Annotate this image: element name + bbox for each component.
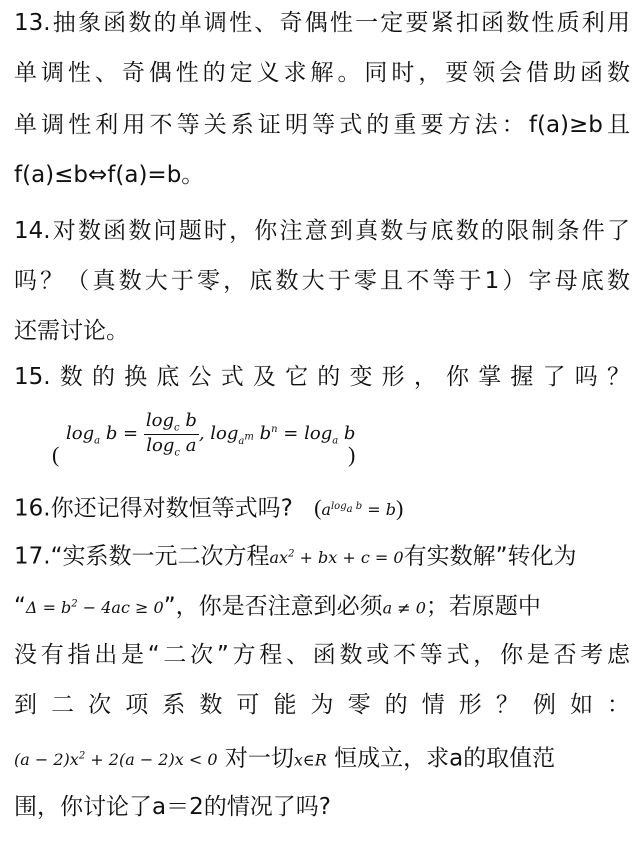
item-17-text-d: ；若原题中 [425, 593, 541, 620]
formula-paren-open: ( [52, 442, 60, 467]
item-17-text-b: 有实数解”转化为 [403, 543, 577, 570]
item-17-quote-open: “ [14, 593, 26, 620]
item-14-line-2: 吗？（真数大于零，底数大于零且不等于1）字母底数 [14, 268, 630, 294]
example-inequality: $(a - 2)x^2 + 2(a - 2)x < 0$ [14, 750, 218, 770]
log-identity-formula: $a^{log_a b} = b$ [321, 500, 396, 520]
item-17-line-5 [14, 742, 630, 775]
formula-paren-close: ) [348, 442, 356, 467]
item-13-line-1: 13.抽象函数的单调性、奇偶性一定要紧扣函数性质利用 [14, 10, 630, 36]
item-13-line-3: 单调性利用不等关系证明等式的重要方法：f(a)≥b且 [14, 112, 630, 138]
item-17-text-e: 对一切 [224, 745, 294, 772]
item-13-line-4: f(a)≤b⇔f(a)=b。 [14, 162, 205, 188]
item-17-text-a: 17.“实系数一元二次方程 [14, 543, 270, 570]
item-16-line [14, 492, 630, 525]
item-17-line-2 [14, 590, 630, 623]
item-17-text-f: 恒成立，求a的取值范 [334, 745, 556, 772]
formula-fraction: $\frac{\log_c b}{\log_c a}$ [145, 410, 197, 459]
discriminant-condition: $\Delta = b^2 - 4ac \ge 0$ [25, 598, 164, 618]
item-17-line-6: 围，你讨论了a＝2的情况了吗? [14, 794, 331, 820]
identity-paren-close: ) [396, 495, 404, 521]
item-16-text: 16.你还记得对数恒等式吗? [14, 495, 293, 522]
item-13-line-2: 单调性、奇偶性的定义求解。同时，要领会借助函数 [14, 60, 630, 86]
item-14-line-1: 14.对数函数问题时，你注意到真数与底数的限制条件了 [14, 218, 630, 244]
a-nonzero-condition: a ≠ 0 [382, 598, 426, 618]
item-17-text-c: ”，你是否注意到必须 [163, 593, 383, 620]
x-in-r: x∈R [293, 750, 327, 770]
item-15-line-1: 15.数的换底公式及它的变形，你掌握了吗？ [14, 364, 630, 390]
item-17-line-3: 没有指出是“二次”方程、函数或不等式，你是否考虑 [14, 642, 630, 668]
item-17-line-4: 到二次项系数可能为零的情形？例如： [14, 692, 630, 718]
identity-paren-open: ( [314, 495, 322, 521]
item-17-line-1 [14, 540, 630, 573]
formula-expression: $\log_a b$ = $\frac{\log_c b}{\log_c a}$ , $\log_{a^m} b^n = \log_a b$ [66, 410, 356, 459]
change-of-base-formula [40, 402, 360, 472]
item-14-line-3: 还需讨论。 [14, 318, 129, 344]
quadratic-equation: $ax^2$ + bx + c = 0 [269, 548, 404, 568]
